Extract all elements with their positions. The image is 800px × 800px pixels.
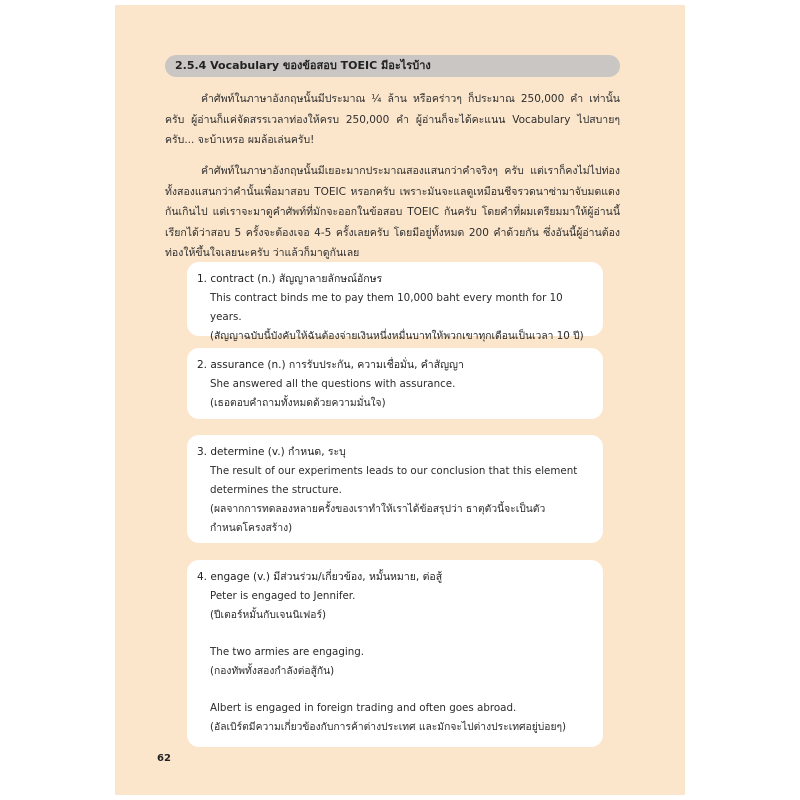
example-translation: (สัญญาฉบับนี้บังคับให้ฉันต้องจ่ายเงินหนึ่งหมื่นบาทให้พวกเขาทุกเดือนเป็นเวลา 10 ปี): [210, 330, 584, 342]
example-sentence: Peter is engaged to Jennifer.: [210, 590, 356, 602]
vocab-headword: 1. contract (n.) สัญญาลายลักษณ์อักษร: [197, 273, 383, 285]
vocab-card-determine: [187, 435, 603, 543]
vocab-headword: 3. determine (v.) กำหนด, ระบุ: [197, 446, 346, 458]
example-translation-cont: กำหนดโครงสร้าง): [210, 522, 293, 534]
example-translation: (อัลเบิร์ตมีความเกี่ยวข้องกับการค้าต่างประเทศ และมักจะไปต่างประเทศอยู่บ่อยๆ): [210, 721, 567, 733]
example-sentence: She answered all the questions with assurance.: [210, 378, 456, 390]
example-sentence: This contract binds me to pay them 10,000 baht every month for 10 years.: [210, 292, 563, 323]
book-page: [115, 5, 685, 795]
example-sentence: The two armies are engaging.: [210, 646, 365, 658]
example-translation: (กองทัพทั้งสองกำลังต่อสู้กัน): [210, 665, 335, 677]
example-sentence-cont: determines the structure.: [210, 484, 342, 496]
vocab-card-assurance: [187, 348, 603, 419]
vocab-card-contract: [187, 262, 603, 342]
intro-paragraph-2: คำศัพท์ในภาษาอังกฤษนั้นมีเยอะมากประมาณสองแสนกว่าคำจริงๆ ครับ แต่เราก็คงไม่ไปท่องทั้งสองแสนกว่าคำนั้นเพื่อมาสอบ TOEIC หรอกครับ เพราะมันจะแลดูเหมือนชีจรวดนาซ่ามาจับมดแดงกันเกินไป แต่เราจะมาดูคำศัพท์ที่มักจะออกในข้อสอบ TOEIC กันครับ โดยคำที่ผมเตรียมมาให้ผู้อ่านนี้เรียกได้ว่าสอบ 5 ครั้งจะต้องเจอ 4-5 ครั้งเลยครับ โดยมีอยู่ทั้งหมด 200 คำด้วยกัน ซึ่งอันนี้ผู้อ่านต้องท่องให้ขึ้นใจเลยนะครับ ว่าแล้วก็มาดูกันเลย: [165, 165, 620, 259]
section-heading: 2.5.4 Vocabulary ของข้อสอบ TOEIC มีอะไรบ้าง: [165, 55, 620, 77]
page-number: 62: [157, 753, 171, 764]
example-sentence: The result of our experiments leads to our conclusion that this element: [210, 465, 578, 477]
example-translation: (ผลจากการทดลองหลายครั้งของเราทำให้เราได้ข้อสรุปว่า ธาตุตัวนี้จะเป็นตัว: [210, 503, 546, 515]
example-translation: (เธอตอบคำถามทั้งหมดด้วยความมั่นใจ): [210, 397, 386, 409]
vocab-headword: 4. engage (v.) มีส่วนร่วม/เกี่ยวข้อง, หมั้นหมาย, ต่อสู้: [197, 571, 443, 583]
vocab-card-engage: [187, 560, 603, 747]
example-translation: (ปีเตอร์หมั้นกับเจนนิเฟอร์): [210, 609, 327, 621]
vocab-headword: 2. assurance (n.) การรับประกัน, ความเชื่อมั่น, คำสัญญา: [197, 359, 464, 371]
intro-paragraph-1: คำศัพท์ในภาษาอังกฤษนั้นมีประมาณ ¼ ล้าน หรือคร่าวๆ ก็ประมาณ 250,000 คำ เท่านั้นครับ ผู้อ่านก็แค่จัดสรรเวลาท่องให้ครบ 250,000 คำ ผู้อ่านก็จะได้คะแนน Vocabulary ไปสบายๆ ครับ... จะบ้าเหรอ ผมล้อเล่นครับ!: [165, 93, 620, 146]
example-sentence: Albert is engaged in foreign trading and often goes abroad.: [210, 702, 517, 714]
